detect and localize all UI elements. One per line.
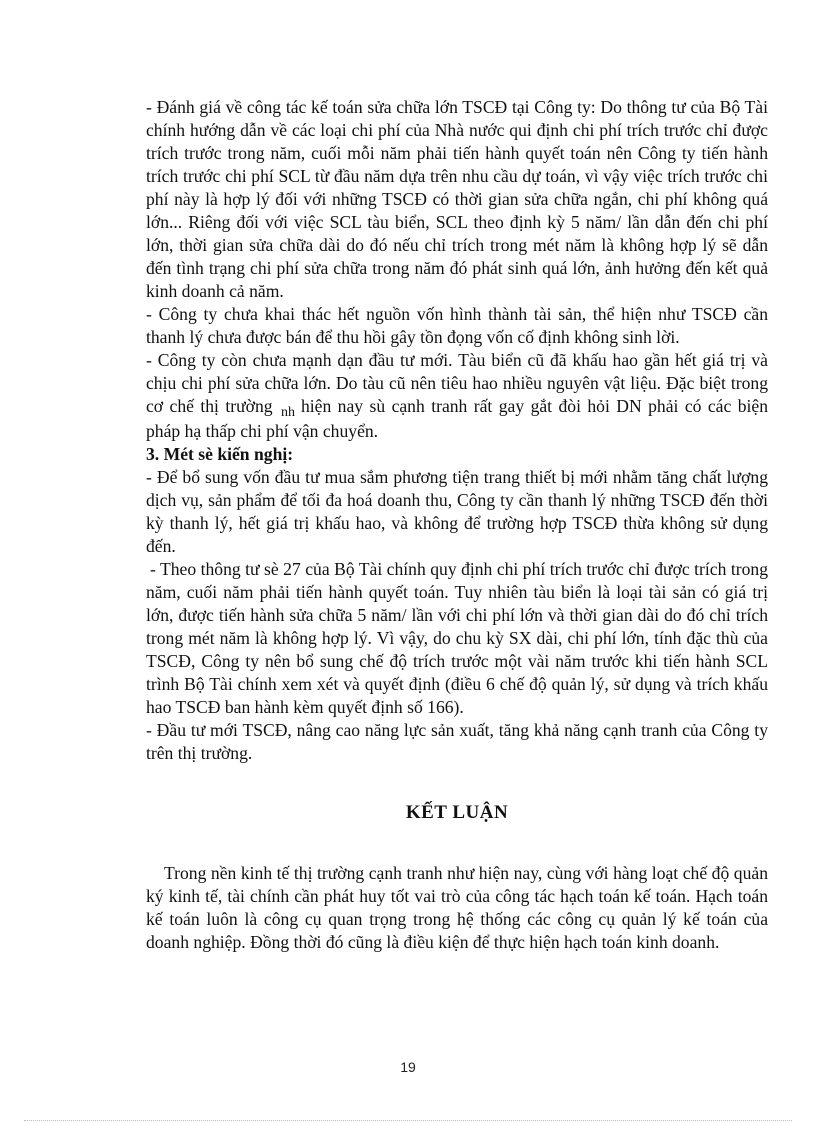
recommendation-item: - Theo thông tư sè 27 của Bộ Tài chính quy định chi phí trích trước chỉ được trích trong năm, cuối năm phải tiến hành quyết toán. Tuy nhiên tàu biển là loại tài sản có giá trị lớn, được tiến hành sửa chữa 5 năm/ lần với chi phí lớn và thời gian dài do đó chỉ trích trong mét năm là không hợp lý. Vì vậy, do chu kỳ SX dài, chi phí lớn, tính đặc thù của TSCĐ, Công ty nên bổ sung chế độ trích trước một vài năm trước khi tiến hành SCL trình Bộ Tài chính xem xét và quyết định (điều 6 chế độ quản lý, sử dụng và trích khấu hao TSCĐ ban hành kèm quyết định số 166). (146, 559, 768, 717)
paragraph-scl-evaluation: - Đánh giá về công tác kế toán sửa chữa lớn TSCĐ tại Công ty: Do thông tư của Bộ Tài chính hướng dẫn về các loại chi phí của Nhà nước qui định chi phí trích trước chỉ được trích trước trong năm, cuối mỗi năm phải tiến hành quyết toán nên Công ty tiến hành trích trước chi phí SCL từ đầu năm dựa trên nhu cầu dự toán, vì vậy việc trích trước chi phí này là hợp lý đối với những TSCĐ có thời gian sửa chữa ngắn, chi phí không quá lớn... Riêng đối với việc SCL tàu biển, SCL theo định kỳ 5 năm/ lần dẫn đến chi phí lớn, thời gian sửa chữa dài do đó nếu chỉ trích trong mét năm là không hợp lý sẽ dẫn đến tình trạng chi phí sửa chữa trong năm đó phát sinh quá lớn, ảnh hưởng đến kết quả kinh doanh cả năm. (146, 97, 768, 301)
conclusion-body: Trong nền kinh tế thị trường cạnh tranh như hiện nay, cùng với hàng loạt chế độ quản ký kinh tế, tài chính cần phát huy tốt vai trò của công tác hạch toán kế toán. Hạch toán kế toán luôn là công cụ quan trọng trong hệ thống các công cụ quản lý kế toán của doanh nghiệp. Đồng thời đó cũng là điều kiện để thực hiện hạch toán kinh doanh. (146, 863, 768, 952)
paragraph-capital-exploitation: - Công ty chưa khai thác hết nguồn vốn hình thành tài sản, thể hiện như TSCĐ cần thanh lý chưa được bán để thu hồi gây tồn đọng vốn cố định không sinh lời. (146, 304, 768, 347)
paragraph-new-investment (146, 349, 768, 443)
document-body (146, 96, 768, 954)
page-number: 19 (400, 1059, 416, 1075)
investment-text-after: hiện nay sù cạnh tranh rất gay gắt đòi hỏi DN phải có các biện pháp hạ thấp chi phí vận chuyển. (146, 396, 768, 441)
inline-note: nh (280, 405, 295, 420)
recommendation-item: - Đầu tư mới TSCĐ, nâng cao năng lực sản xuất, tăng khả năng cạnh tranh của Công ty trên thị trường. (146, 720, 768, 763)
conclusion-title: KẾT LUẬN (405, 802, 509, 823)
investment-text-before: - Công ty còn chưa mạnh dạn đầu tư mới. Tàu biển cũ đã khấu hao gần hết giá trị và chịu chi phí sửa chữa lớn. Do tàu cũ nên tiêu hao nhiều nguyên vật liệu. Đặc biệt trong cơ chế thị trường (146, 350, 768, 416)
page-bottom-divider (24, 1120, 792, 1121)
recommendation-item: - Để bổ sung vốn đầu tư mua sắm phương tiện trang thiết bị mới nhằm tăng chất lượng dịch vụ, sản phẩm để tối đa hoá doanh thu, Công ty cần thanh lý những TSCĐ đến thời kỳ thanh lý, hết giá trị khấu hao, và không để trường hợp TSCĐ thừa không sử dụng đến. (146, 467, 768, 556)
section-heading-recommendations: 3. Mét sè kiến nghị: (146, 444, 294, 464)
